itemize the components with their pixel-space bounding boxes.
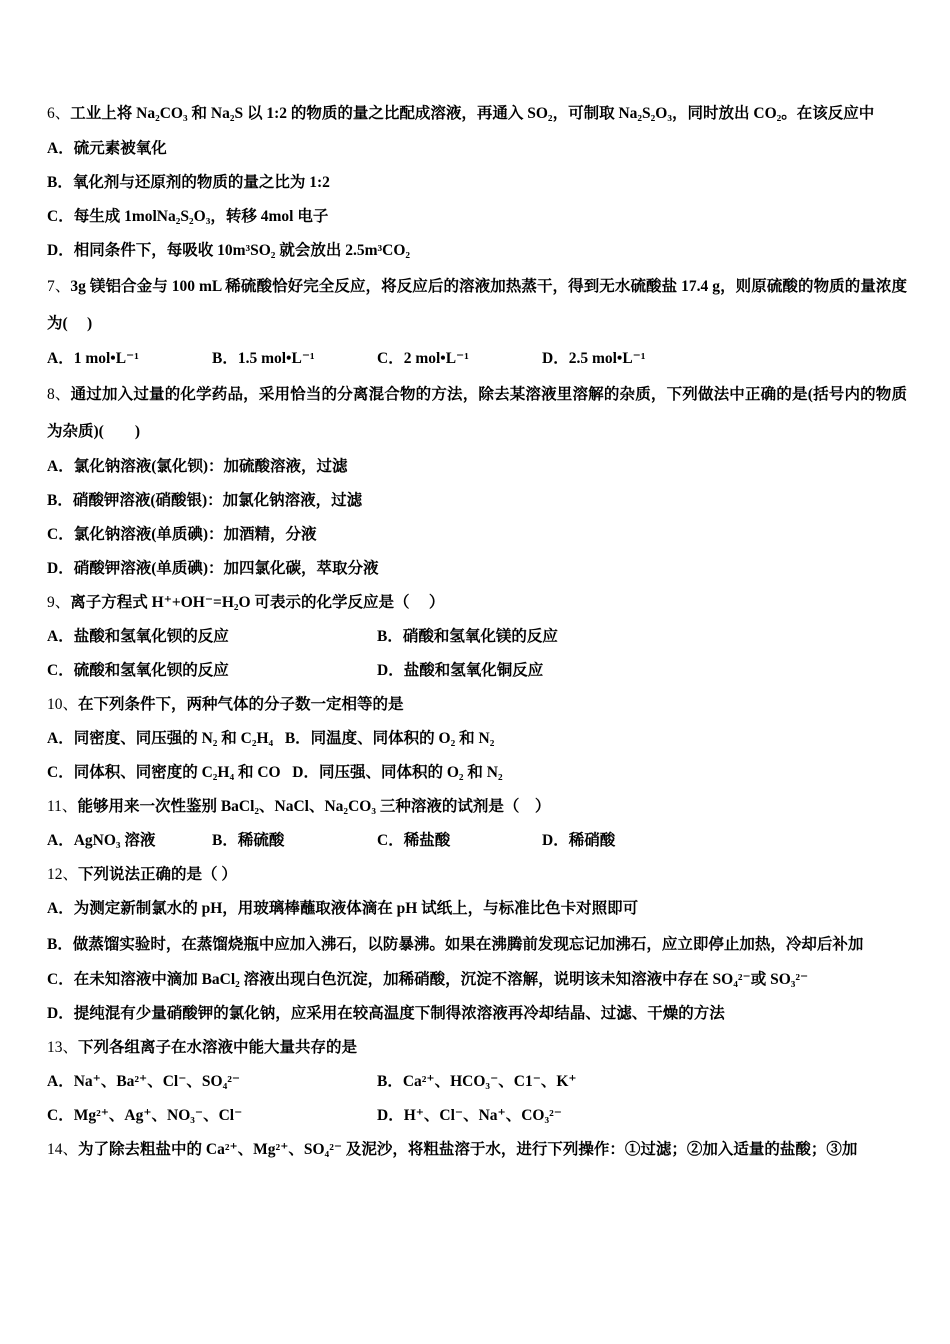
option-d: D．H⁺、Cl⁻、Na⁺、CO₃²⁻	[377, 1107, 562, 1124]
question-11-stem	[47, 790, 907, 824]
question-number: 8、	[47, 386, 71, 403]
option-b: B．氧化剂与还原剂的物质的量之比为 1:2	[47, 174, 330, 191]
question-7-stem	[47, 268, 907, 342]
option-d: D．稀硝酸	[542, 832, 616, 849]
question-number: 9、	[47, 594, 71, 611]
question-number: 14、	[47, 1141, 79, 1158]
question-6-stem	[47, 95, 907, 132]
options-row	[47, 620, 907, 654]
option-a: A．1 mol•L⁻¹	[47, 350, 139, 367]
question-12-stem	[47, 858, 907, 892]
option-c: C．氯化钠溶液(单质碘)：加酒精，分液	[47, 526, 317, 543]
question-text: 通过加入过量的化学药品，采用恰当的分离混合物的方法，除去某溶液里溶解的杂质，下列做法中正确的是(括号内的物质为杂质)( )	[47, 386, 907, 440]
question-9-stem	[47, 586, 907, 620]
exam-page	[47, 95, 907, 1167]
question-text: 为了除去粗盐中的 Ca²⁺、Mg²⁺、SO₄²⁻ 及泥沙，将粗盐溶于水，进行下列操作：①过滤；②加入适量的盐酸；③加	[78, 1141, 858, 1158]
options-row	[47, 824, 907, 858]
question-8-stem	[47, 376, 907, 450]
option-a: A．AgNO₃ 溶液	[47, 832, 156, 849]
option-a: A．同密度、同压强的 N₂ 和 C₂H₄	[47, 730, 274, 747]
option-b: B．硝酸钾溶液(硝酸银)：加氯化钠溶液，过滤	[47, 492, 363, 509]
question-text: 下列说法正确的是（ ）	[78, 866, 237, 883]
options-row	[47, 1099, 907, 1133]
option-a: A．硫元素被氧化	[47, 140, 167, 157]
option-d: D．相同条件下，每吸收 10m³SO₂ 就会放出 2.5m³CO₂	[47, 242, 411, 259]
option-d: D．同压强、同体积的 O₂ 和 N₂	[292, 764, 503, 781]
options-row	[47, 1065, 907, 1099]
options-row	[47, 342, 907, 376]
option-d: D．2.5 mol•L⁻¹	[542, 350, 646, 367]
option-b: B．硝酸和氢氧化镁的反应	[377, 628, 558, 645]
question-number: 7、	[47, 278, 71, 295]
option-d: D．提纯混有少量硝酸钾的氯化钠，应采用在较高温度下制得浓溶液再冷却结晶、过滤、干燥的方法	[47, 1005, 725, 1022]
question-10-stem	[47, 688, 907, 722]
question-number: 13、	[47, 1039, 79, 1056]
option-d: D．硝酸钾溶液(单质碘)：加四氯化碳，萃取分液	[47, 560, 379, 577]
option-c: C．每生成 1molNa₂S₂O₃，转移 4mol 电子	[47, 208, 329, 225]
option-a: A．盐酸和氢氧化钡的反应	[47, 628, 229, 645]
question-text: 下列各组离子在水溶液中能大量共存的是	[78, 1039, 358, 1056]
option-b: B．稀硫酸	[212, 832, 285, 849]
option-c: C．在未知溶液中滴加 BaCl₂ 溶液出现白色沉淀，加稀硝酸，沉淀不溶解，说明该未知溶液中存在 SO₄²⁻或 SO₃²⁻	[47, 971, 809, 988]
question-text: 3g 镁铝合金与 100 mL 稀硫酸恰好完全反应，将反应后的溶液加热蒸干，得到无水硫酸盐 17.4 g，则原硫酸的物质的量浓度为( )	[47, 278, 907, 332]
option-b: B．做蒸馏实验时，在蒸馏烧瓶中应加入沸石，以防暴沸。如果在沸腾前发现忘记加沸石，应立即停止加热，冷却后补加	[47, 936, 864, 953]
option-b: B．Ca²⁺、HCO₃⁻、C1⁻、K⁺	[377, 1073, 577, 1090]
question-number: 10、	[47, 696, 79, 713]
option-c: C．Mg²⁺、Ag⁺、NO₃⁻、Cl⁻	[47, 1107, 243, 1124]
question-14-stem	[47, 1133, 907, 1167]
options-row	[47, 756, 907, 790]
question-number: 11、	[47, 798, 78, 815]
question-text: 在下列条件下，两种气体的分子数一定相等的是	[78, 696, 404, 713]
question-13-stem	[47, 1031, 907, 1065]
option-b: B．同温度、同体积的 O₂ 和 N₂	[284, 730, 495, 747]
option-c: C．同体积、同密度的 C₂H₄ 和 CO	[47, 764, 281, 781]
option-c: C．2 mol•L⁻¹	[377, 350, 469, 367]
question-number: 12、	[47, 866, 79, 883]
option-a: A．氯化钠溶液(氯化钡)：加硫酸溶液，过滤	[47, 458, 348, 475]
question-text: 离子方程式 H⁺+OH⁻=H₂O 可表示的化学反应是（ ）	[70, 594, 445, 611]
option-b: B．1.5 mol•L⁻¹	[212, 350, 315, 367]
option-d: D．盐酸和氢氧化铜反应	[377, 662, 544, 679]
option-a: A．为测定新制氯水的 pH，用玻璃棒蘸取液体滴在 pH 试纸上，与标准比色卡对照即可	[47, 900, 639, 917]
question-text: 工业上将 Na₂CO₃ 和 Na₂S 以 1:2 的物质的量之比配成溶液，再通入 SO₂，可制取 Na₂S₂O₃，同时放出 CO₂。在该反应中	[70, 105, 875, 122]
options-row	[47, 722, 907, 756]
option-a: A．Na⁺、Ba²⁺、Cl⁻、SO₄²⁻	[47, 1073, 241, 1090]
options-row	[47, 654, 907, 688]
option-c: C．硫酸和氢氧化钡的反应	[47, 662, 229, 679]
option-c: C．稀盐酸	[377, 832, 451, 849]
question-text: 能够用来一次性鉴别 BaCl₂、NaCl、Na₂CO₃ 三种溶液的试剂是（ ）	[77, 798, 551, 815]
question-number: 6、	[47, 105, 71, 122]
